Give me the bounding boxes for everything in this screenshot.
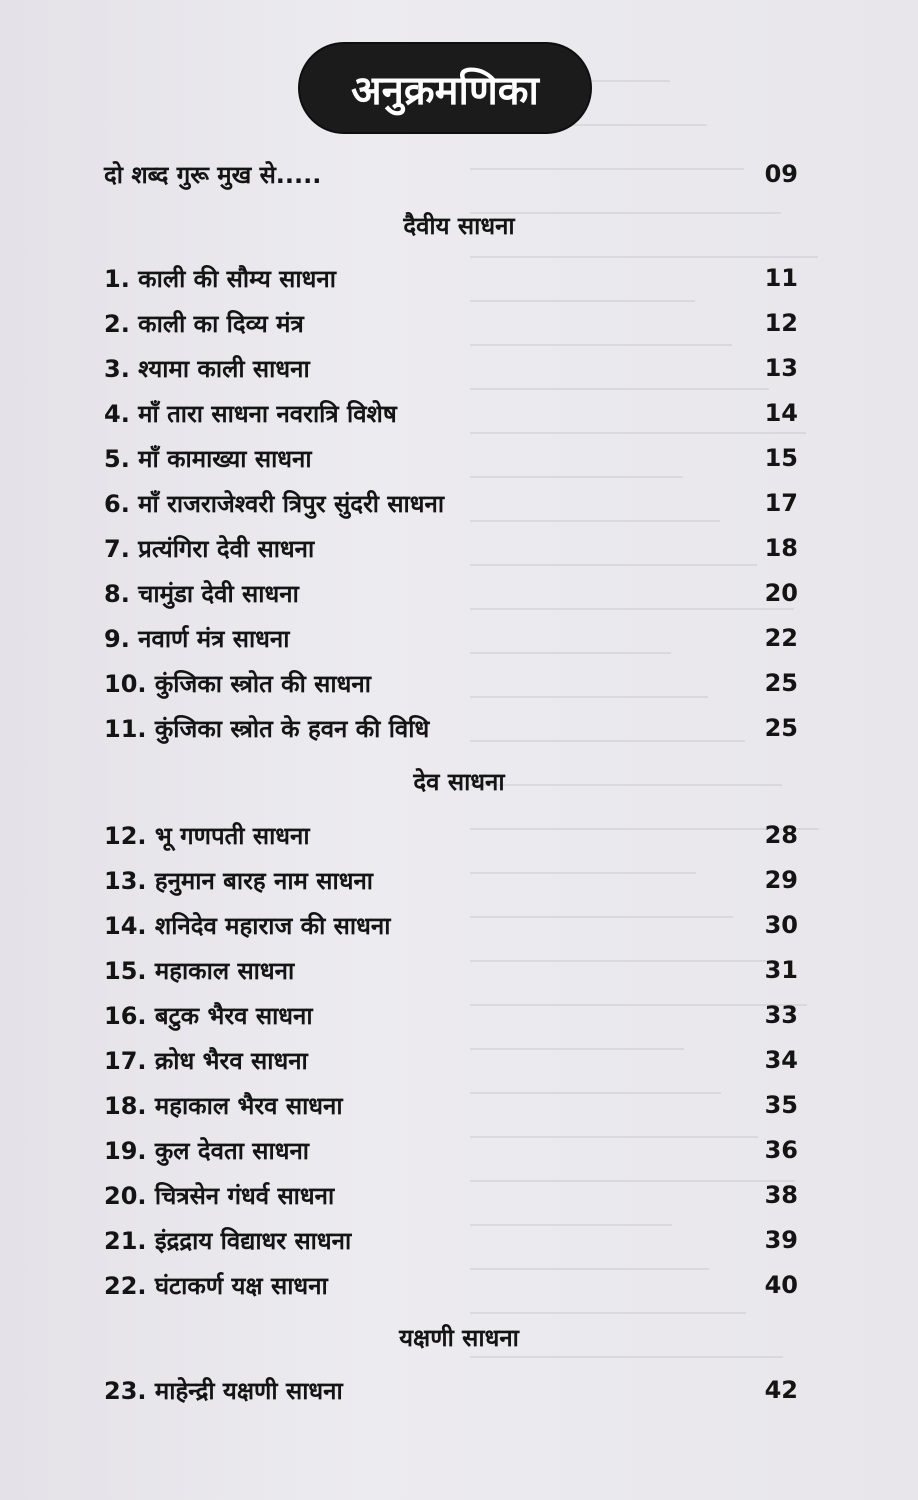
toc-label: 1. काली की सौम्य साधना xyxy=(104,264,336,293)
toc-label: 23. माहेन्द्री यक्षणी साधना xyxy=(104,1376,343,1405)
toc-label: 10. कुंजिका स्त्रोत की साधना xyxy=(104,669,371,698)
toc-page-number: 38 xyxy=(764,1181,798,1209)
toc-label: 12. भू गणपती साधना xyxy=(104,821,310,850)
toc-row xyxy=(104,995,798,1035)
toc-row xyxy=(104,1040,798,1080)
toc-page-number: 20 xyxy=(764,579,798,607)
toc-page-number: 33 xyxy=(764,1001,798,1029)
toc-page-number: 11 xyxy=(764,264,798,292)
toc-page-number: 18 xyxy=(764,534,798,562)
title-banner xyxy=(300,44,590,132)
toc-row xyxy=(104,815,798,855)
section-heading-devi: दैवीय साधना xyxy=(403,212,515,240)
toc-intro-row xyxy=(104,154,798,194)
toc-label: 20. चित्रसेन गंधर्व साधना xyxy=(104,1181,335,1210)
toc-label: 2. काली का दिव्य मंत्र xyxy=(104,309,304,338)
toc-label: 18. महाकाल भैरव साधना xyxy=(104,1091,343,1120)
toc-label: 16. बटुक भैरव साधना xyxy=(104,1001,313,1030)
toc-label: 4. माँ तारा साधना नवरात्रि विशेष xyxy=(104,399,397,428)
toc-row xyxy=(104,663,798,703)
show-through-line xyxy=(470,1312,746,1314)
toc-page-number: 29 xyxy=(764,866,798,894)
toc-row xyxy=(104,1130,798,1170)
toc-page-number: 13 xyxy=(764,354,798,382)
section-heading-yakshini: यक्षणी साधना xyxy=(399,1324,519,1352)
toc-label: 21. इंद्रद्राय विद्याधर साधना xyxy=(104,1226,352,1255)
toc-row xyxy=(104,303,798,343)
toc-row xyxy=(104,905,798,945)
toc-page-number: 42 xyxy=(764,1376,798,1404)
toc-page-number: 25 xyxy=(764,669,798,697)
toc-row xyxy=(104,618,798,658)
toc-page-number: 09 xyxy=(764,160,798,188)
toc-label: 14. शनिदेव महाराज की साधना xyxy=(104,911,391,940)
toc-page-number: 25 xyxy=(764,714,798,742)
toc-row xyxy=(104,1085,798,1125)
toc-page-number: 40 xyxy=(764,1271,798,1299)
toc-label: 17. क्रोध भैरव साधना xyxy=(104,1046,308,1075)
toc-label: 13. हनुमान बारह नाम साधना xyxy=(104,866,373,895)
toc-page-number: 15 xyxy=(764,444,798,472)
toc-page-number: 39 xyxy=(764,1226,798,1254)
toc-label: 9. नवार्ण मंत्र साधना xyxy=(104,624,290,653)
toc-row xyxy=(104,950,798,990)
toc-row xyxy=(104,1175,798,1215)
toc-label: 11. कुंजिका स्त्रोत के हवन की विधि xyxy=(104,714,430,743)
toc-row xyxy=(104,1220,798,1260)
toc-page-number: 30 xyxy=(764,911,798,939)
toc-page-number: 22 xyxy=(764,624,798,652)
toc-label: दो शब्द गुरू मुख से..... xyxy=(104,160,322,189)
page-title: अनुक्रमणिका xyxy=(351,67,539,114)
toc-row xyxy=(104,258,798,298)
show-through-line xyxy=(470,388,769,390)
toc-label: 8. चामुंडा देवी साधना xyxy=(104,579,299,608)
toc-page-number: 36 xyxy=(764,1136,798,1164)
show-through-line xyxy=(470,344,732,346)
toc-label: 7. प्रत्यंगिरा देवी साधना xyxy=(104,534,315,563)
toc-row xyxy=(104,708,798,748)
toc-row xyxy=(104,528,798,568)
toc-row xyxy=(104,573,798,613)
toc-label: 19. कुल देवता साधना xyxy=(104,1136,310,1165)
toc-page-number: 12 xyxy=(764,309,798,337)
toc-row xyxy=(104,438,798,478)
toc-label: 5. माँ कामाख्या साधना xyxy=(104,444,312,473)
toc-page-number: 17 xyxy=(764,489,798,517)
section-heading-dev: देव साधना xyxy=(413,768,505,796)
toc-page-number: 14 xyxy=(764,399,798,427)
toc-row xyxy=(104,483,798,523)
toc-row xyxy=(104,1265,798,1305)
toc-label: 15. महाकाल साधना xyxy=(104,956,295,985)
toc-row xyxy=(104,860,798,900)
toc-row xyxy=(104,348,798,388)
toc-row xyxy=(104,1370,798,1410)
toc-label: 6. माँ राजराजेश्वरी त्रिपुर सुंदरी साधना xyxy=(104,489,445,518)
toc-page-number: 28 xyxy=(764,821,798,849)
toc-row xyxy=(104,393,798,433)
toc-page-number: 35 xyxy=(764,1091,798,1119)
show-through-line xyxy=(470,300,695,302)
toc-page-number: 31 xyxy=(764,956,798,984)
toc-page-number: 34 xyxy=(764,1046,798,1074)
toc-label: 22. घंटाकर्ण यक्ष साधना xyxy=(104,1271,328,1300)
toc-label: 3. श्यामा काली साधना xyxy=(104,354,310,383)
